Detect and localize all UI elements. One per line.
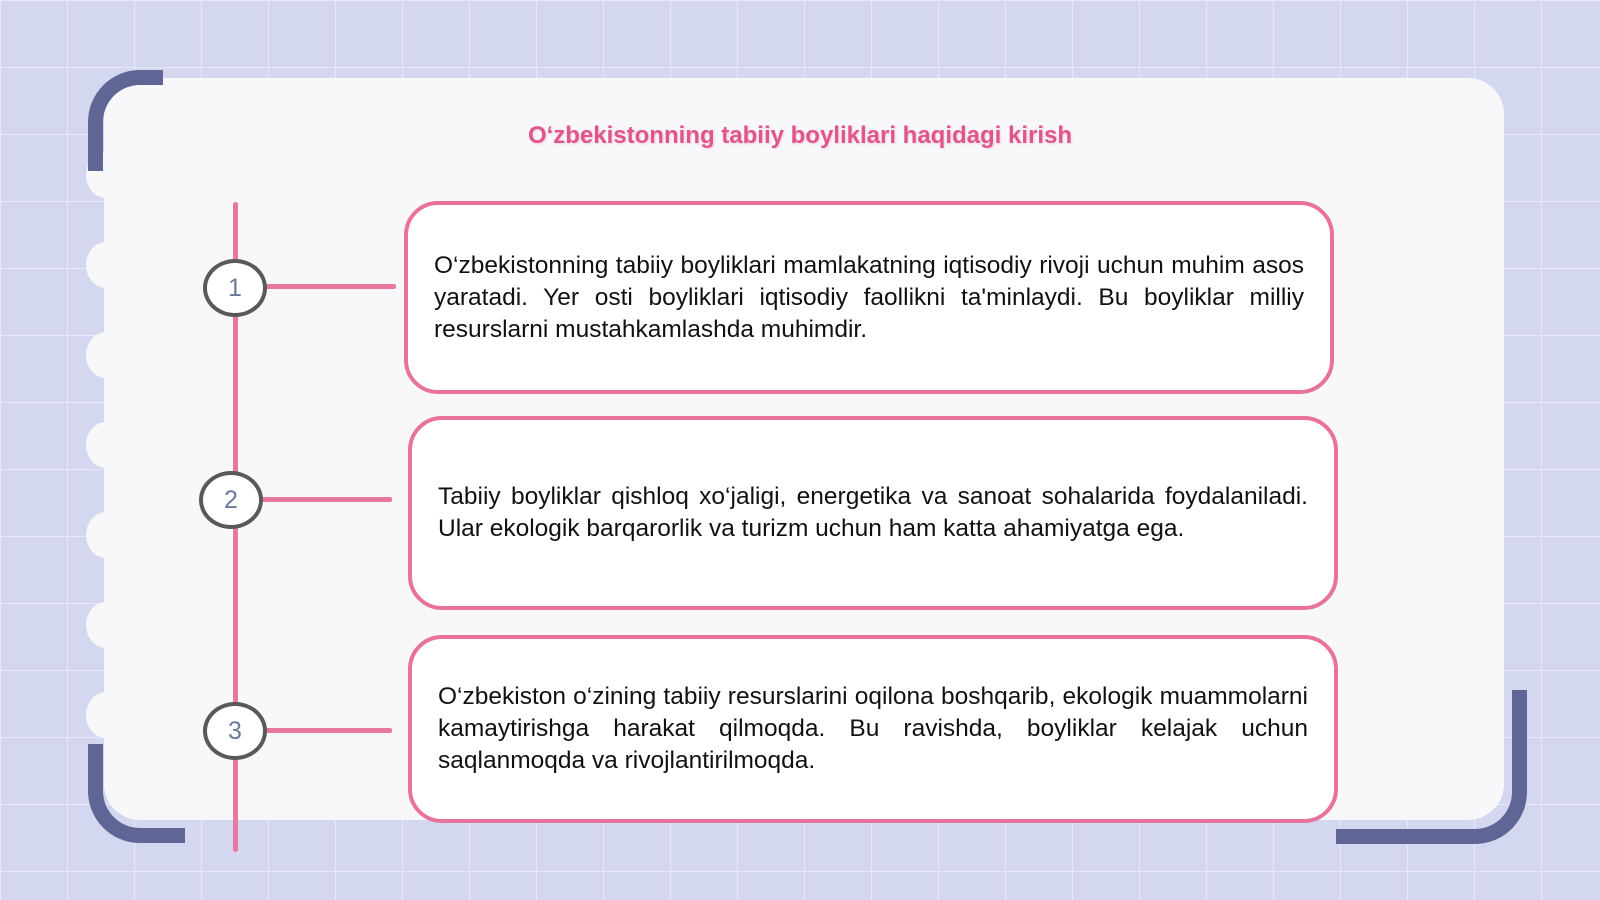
- timeline-connector: [258, 497, 392, 502]
- card-scallop: [86, 602, 126, 648]
- info-text-1: O‘zbekistonning tabiiy boyliklari mamlakatning iqtisodiy rivoji uchun muhim asos yaratadi. Yer osti boyliklari iqtisodiy faollikni ta'minlaydi. Bu boyliklar milliy resurslarni mustahkamlashda muhimdir.: [434, 251, 1304, 343]
- info-text-2: Tabiiy boyliklar qishloq xo‘jaligi, energetika va sanoat sohalarida foydalaniladi. Ular ekologik barqarorlik va turizm uchun ham katta ahamiyatga ega.: [438, 483, 1308, 542]
- info-box-3: [408, 635, 1338, 823]
- card-scallop: [86, 242, 126, 288]
- info-text-3: O‘zbekiston o‘zining tabiiy resurslarini oqilona boshqarib, ekologik muammolarni kamaytirishga harakat qilmoqda. Bu ravishda, boyliklar kelajak uchun saqlanmoqda va rivojlantirilmoqda.: [438, 683, 1308, 774]
- timeline-node-1: 1: [203, 259, 267, 317]
- info-box-2: [408, 416, 1338, 610]
- timeline-node-2: 2: [199, 471, 263, 529]
- card-scallop: [86, 512, 126, 558]
- card-scallop: [86, 692, 126, 738]
- timeline-connector: [262, 284, 396, 289]
- corner-bracket-bottom-right: [1336, 690, 1527, 844]
- card-scallop: [86, 422, 126, 468]
- corner-bracket-top-left: [88, 70, 163, 171]
- timeline-connector: [262, 728, 392, 733]
- card-scallop: [86, 332, 126, 378]
- info-box-1: [404, 201, 1334, 394]
- corner-bracket-bottom-left: [88, 744, 185, 843]
- timeline-node-3: 3: [203, 702, 267, 760]
- page-title: O‘zbekistonning tabiiy boyliklari haqidagi kirish: [527, 122, 1073, 149]
